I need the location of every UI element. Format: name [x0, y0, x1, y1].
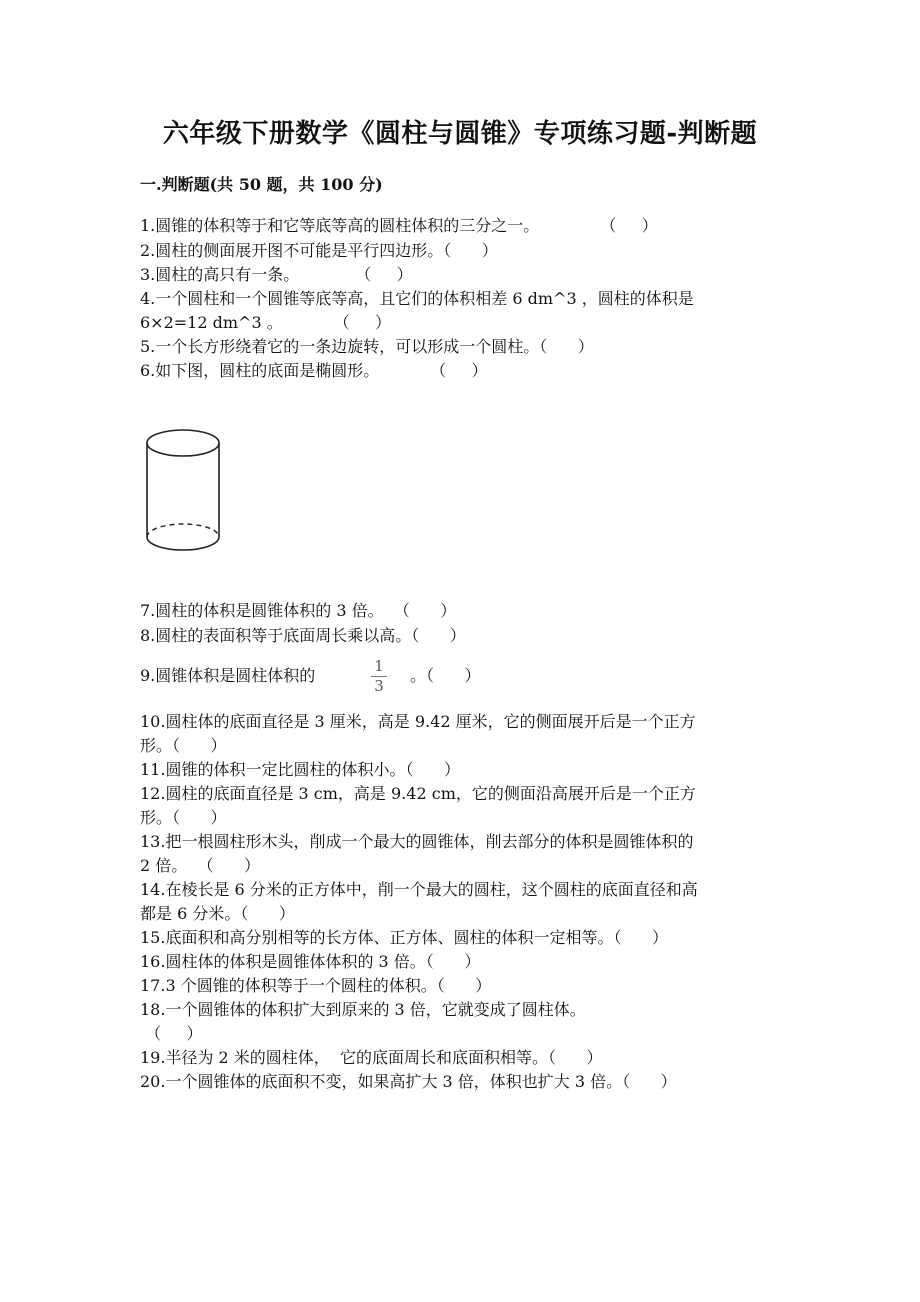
fraction-numerator: 1: [374, 657, 384, 675]
question-line: 19.半径为 2 米的圆柱体， 它的底面周长和底面积相等。（ ）: [140, 1048, 603, 1067]
question-line: 8.圆柱的表面积等于底面周长乘以高。（ ）: [140, 626, 466, 645]
question-line: 11.圆锥的体积一定比圆柱的体积小。（ ）: [140, 760, 460, 779]
question-line: 12.圆柱的底面直径是 3 cm，高是 9.42 cm，它的侧面沿高展开后是一个正方: [140, 784, 696, 803]
question-line: 2 倍。 （ ）: [140, 856, 260, 875]
cylinder-top-ellipse: [147, 430, 219, 456]
question-line: 18.一个圆锥体的体积扩大到原来的 3 倍，它就变成了圆柱体。: [140, 1000, 586, 1019]
cylinder-figure: [145, 425, 225, 555]
section-heading: 一.判断题(共 50 题，共 100 分): [140, 175, 383, 194]
question-line: 20.一个圆锥体的底面积不变，如果高扩大 3 倍，体积也扩大 3 倍。（ ）: [140, 1072, 677, 1091]
page-title: 六年级下册数学《圆柱与圆锥》专项练习题-判断题: [162, 119, 758, 149]
question-line: 6×2=12 dm^3 。 （ ）: [140, 313, 391, 332]
question-line: 2.圆柱的侧面展开图不可能是平行四边形。（ ）: [140, 241, 498, 260]
question-line: （ ）: [140, 1024, 203, 1043]
question-line: 13.把一根圆柱形木头，削成一个最大的圆锥体，削去部分的体积是圆锥体积的: [140, 832, 694, 851]
question-line: 15.底面积和高分别相等的长方体、正方体、圆柱的体积一定相等。（ ）: [140, 928, 668, 947]
question-line: 4.一个圆柱和一个圆锥等底等高，且它们的体积相差 6 dm^3 ，圆柱的体积是: [140, 289, 694, 308]
question-line: 1.圆锥的体积等于和它等底等高的圆柱体积的三分之一。 （ ）: [140, 216, 658, 235]
question-line: 14.在棱长是 6 分米的正方体中，削一个最大的圆柱，这个圆柱的底面直径和高: [140, 880, 698, 899]
question-line: 17.3 个圆锥的体积等于一个圆柱的体积。（ ）: [140, 976, 492, 995]
cylinder-bottom-back-dashed: [147, 524, 219, 537]
question-line: 形。（ ）: [140, 808, 227, 827]
question-line: 6.如下图，圆柱的底面是椭圆形。 （ ）: [140, 361, 488, 380]
cylinder-bottom-front: [147, 537, 219, 550]
question-line: 16.圆柱体的体积是圆锥体体积的 3 倍。（ ）: [140, 952, 481, 971]
question-line: 形。（ ）: [140, 736, 227, 755]
question-9-prefix: 9.圆锥体积是圆柱体积的: [140, 666, 316, 685]
question-9-suffix: 。（ ）: [410, 666, 481, 685]
question-line: 7.圆柱的体积是圆锥体积的 3 倍。 （ ）: [140, 601, 457, 620]
question-line: 10.圆柱体的底面直径是 3 厘米，高是 9.42 厘米，它的侧面展开后是一个正方: [140, 712, 696, 731]
question-line: 都是 6 分米。（ ）: [140, 904, 295, 923]
fraction-one-third: [371, 658, 387, 695]
fraction-denominator: 3: [374, 677, 384, 695]
question-line: 5.一个长方形绕着它的一条边旋转，可以形成一个圆柱。（ ）: [140, 337, 594, 356]
question-line: 3.圆柱的高只有一条。 （ ）: [140, 265, 413, 284]
